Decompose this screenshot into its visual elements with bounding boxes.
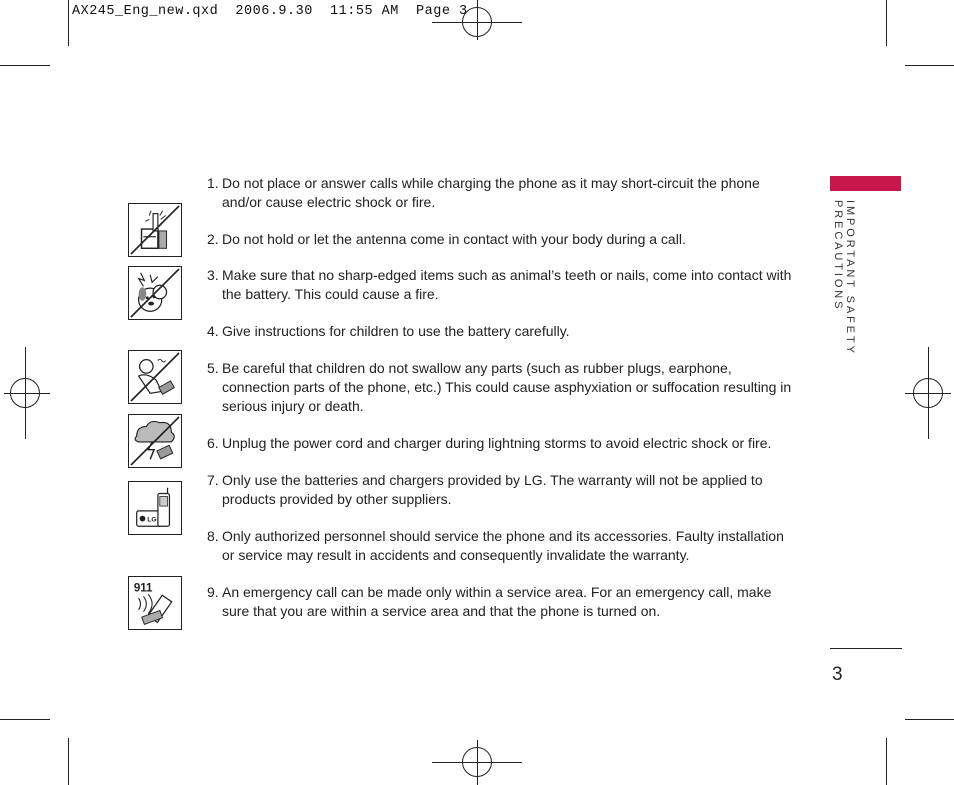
item-number: 4. [207,323,219,339]
emergency-911-call-icon [128,576,182,630]
page-number-rule [830,648,902,649]
charging-phone-prohibited-icon [128,203,182,257]
item-number: 3. [207,267,219,283]
item-number: 9. [207,584,219,600]
item-text: An emergency call can be made only within a service area. For an emergency call, make sure that you are within a service area and that the phone is turned on. [222,584,772,619]
printer-slug-header: AX245_Eng_new.qxd 2006.9.30 11:55 AM Page 3 [72,4,468,19]
item-number: 7. [207,472,219,488]
item-number: 5. [207,360,219,376]
registration-mark-left [10,378,40,408]
precaution-item-3 [207,266,797,304]
precaution-item-9 [207,583,797,621]
item-text: Make sure that no sharp-edged items such as animal’s teeth or nails, come into contact with the battery. This could cause a fire. [222,267,792,302]
item-number: 1. [207,175,219,191]
registration-mark-right [913,378,943,408]
item-text: Only use the batteries and chargers provided by LG. The warranty will not be applied to products provided by other suppliers. [222,472,763,507]
precaution-item-5 [207,359,797,416]
dog-biting-battery-prohibited-icon [128,266,182,320]
item-number: 2. [207,231,219,247]
item-text: Do not hold or let the antenna come in contact with your body during a call. [222,231,686,247]
registration-mark-top [462,7,492,37]
section-accent-tab [830,176,901,191]
item-text: Do not place or answer calls while charging the phone as it may short-circuit the phone and/or cause electric shock or fire. [222,175,760,210]
item-text: Unplug the power cord and charger during lightning storms to avoid electric shock or fire. [222,435,772,451]
section-title-vertical: IMPORTANT SAFETY PRECAUTIONS [832,200,856,356]
lg-logo-text: LG [147,516,157,524]
child-swallowing-parts-prohibited-icon [128,350,182,404]
precaution-item-6 [207,434,797,453]
precaution-item-8 [207,527,797,565]
precaution-item-2 [207,230,797,249]
911-text: 911 [133,582,153,595]
precaution-item-7 [207,471,797,509]
precaution-item-4 [207,322,797,341]
item-number: 6. [207,435,219,451]
lg-battery-charger-icon [128,481,182,535]
item-text: Be careful that children do not swallow any parts (such as rubber plugs, earphone, connection parts of the phone, etc.) This could cause asphyxiation or suffocation resulting in serious injury or death. [222,360,792,414]
registration-mark-bottom [462,747,492,777]
item-text: Give instructions for children to use the battery carefully. [222,323,570,339]
item-text: Only authorized personnel should service the phone and its accessories. Faulty installation or service may result in accidents and consequently invalidate the warranty. [222,528,784,563]
page-number: 3 [832,664,843,685]
precaution-item-1 [207,174,797,212]
item-number: 8. [207,528,219,544]
lightning-storm-prohibited-icon [128,414,182,468]
